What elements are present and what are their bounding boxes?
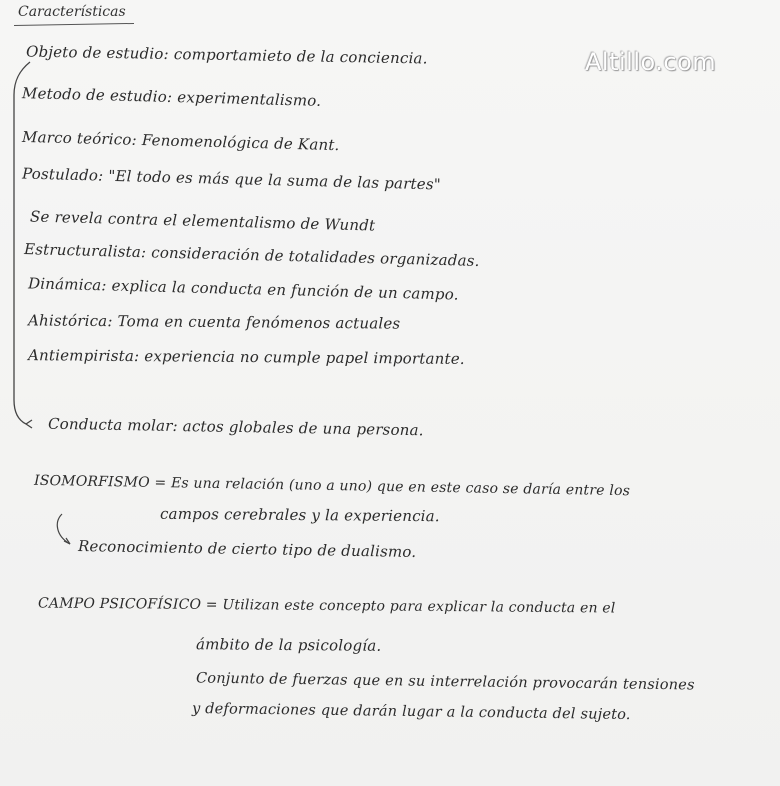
line-antiempirista: Antiempirista: experiencia no cumple papel importante. bbox=[27, 346, 465, 368]
line-campo-cont: ámbito de la psicología. bbox=[195, 635, 382, 655]
line-campo-psicofisico: CAMPO PSICOFÍSICO = Utilizan este concepto para explicar la conducta en el bbox=[37, 595, 616, 617]
line-objeto: Objeto de estudio: comportamieto de la conciencia. bbox=[25, 42, 428, 68]
line-marco: Marco teórico: Fenomenológica de Kant. bbox=[21, 127, 340, 155]
line-ahistorica: Ahistórica: Toma en cuenta fenómenos actuales bbox=[27, 311, 401, 333]
line-metodo: Metodo de estudio: experimentalismo. bbox=[21, 84, 322, 110]
watermark-logo: Altillo.com bbox=[585, 48, 717, 76]
line-isomorfismo-cont: campos cerebrales y la experiencia. bbox=[159, 504, 440, 526]
line-estructuralista: Estructuralista: consideración de totalidades organizadas. bbox=[23, 240, 480, 270]
page-heading: Características bbox=[18, 4, 126, 20]
line-revela: Se revela contra el elementalismo de Wundt bbox=[29, 207, 376, 235]
line-deformaciones: y deformaciones que darán lugar a la conducta del sujeto. bbox=[191, 700, 631, 724]
line-dinamica: Dinámica: explica la conducta en función de un campo. bbox=[27, 274, 459, 304]
line-isomorfismo: ISOMORFISMO = Es una relación (uno a uno) que en este caso se daría entre los bbox=[33, 472, 631, 500]
line-postulado: Postulado: "El todo es más que la suma de las partes" bbox=[21, 164, 442, 194]
line-conducta-molar: Conducta molar: actos globales de una persona. bbox=[47, 414, 424, 440]
line-conjunto: Conjunto de fuerzas que en su interrelación provocarán tensiones bbox=[195, 670, 695, 694]
line-reconocimiento: Reconocimiento de cierto tipo de dualismo. bbox=[77, 537, 417, 561]
